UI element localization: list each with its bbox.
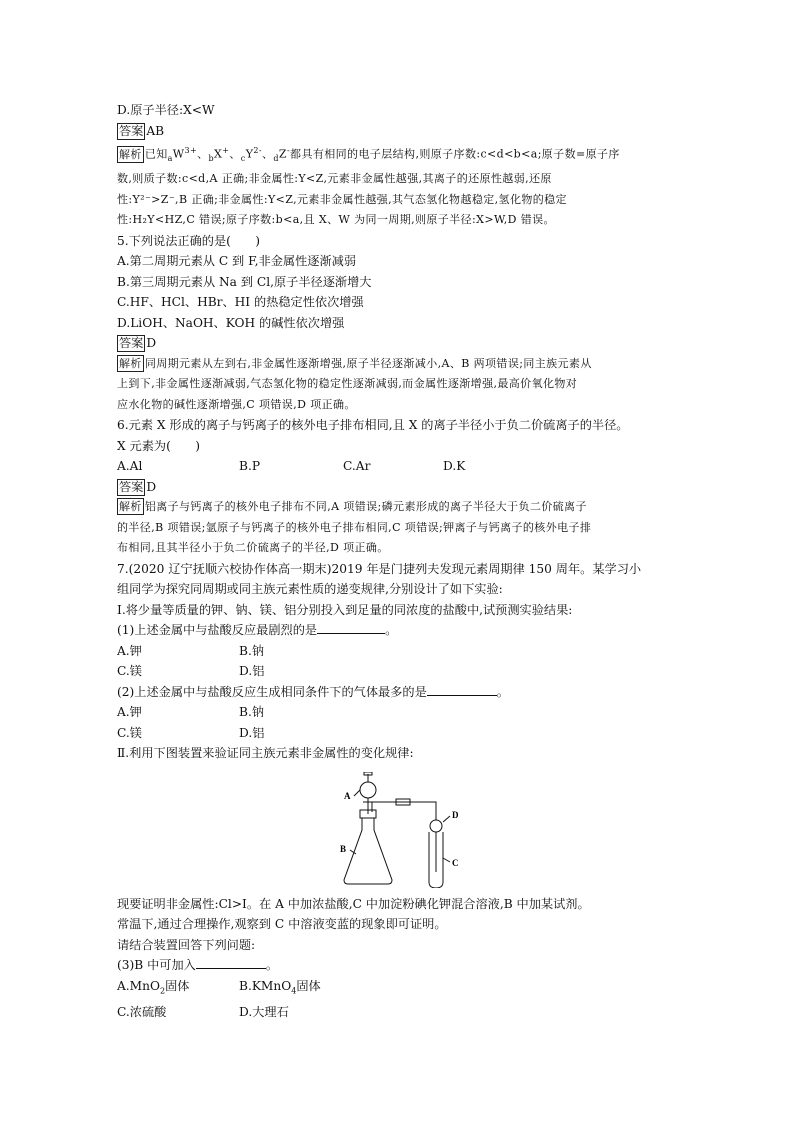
q6-answer-line (117, 477, 687, 498)
q5-explanation-l1: 解析 同周期元素从左到右,非金属性逐渐增强,原子半径逐渐减小,A、B 两项错误;同主族元素从 (119, 356, 592, 370)
q7-sub2: (2)上述金属中与盐酸反应生成相同条件下的气体最多的是 。 (117, 682, 687, 703)
q4-explanation-l1: 解析 已知$_aW^{3+}$、$_b$X+、$_cY^{2-}$、$_d$Z-都具有相同的电子层结构,则原子序数:c<d<b<a;原子数=原子序 (119, 146, 620, 163)
q4-answer-line (117, 121, 687, 142)
q7-s3-option-d: D.大理石 (239, 1004, 289, 1019)
q6-option-c: C.Ar (343, 459, 371, 474)
apparatus-diagram (330, 772, 470, 888)
q5-answer-line (117, 333, 687, 354)
q7-stem-l2: 组同学为探究同周期或同主族元素性质的递变规律,分别设计了如下实验: (117, 582, 503, 597)
explanation-tag: 解析 (119, 147, 142, 161)
q7-s2-option-b: B.钠 (239, 705, 265, 720)
q6-option-a: A.Al (117, 459, 143, 474)
label-line-c (443, 858, 450, 862)
q6-options (117, 456, 687, 477)
funnel-stopper (364, 772, 372, 775)
label-line-a (354, 790, 360, 796)
q7-s2-option-c: C.镁 (117, 725, 142, 740)
q7-s2-option-a: A.钾 (117, 705, 142, 720)
q5-option-a: A.第二周期元素从 C 到 F,非金属性逐渐减弱 (117, 254, 357, 269)
q5-option-b: B.第三周期元素从 Na 到 Cl,原子半径逐渐增大 (117, 274, 372, 289)
separatory-funnel (360, 782, 376, 798)
answer-tag: 答案 (119, 479, 144, 494)
q5-explanation-l2: 上到下,非金属性逐渐减弱,气态氢化物的稳定性逐渐减弱,而金属性逐渐增强,最高价氧化物对 (117, 377, 578, 391)
q6-explanation-l2: 的半径,B 项错误;氩原子与钙离子的核外电子排布相同,C 项错误;钾离子与钙离子的核外电子排 (117, 520, 592, 534)
q7-s3-option-b: B.KMnO$_4$固体 (239, 978, 321, 996)
explanation-tag: 解析 (119, 356, 142, 370)
q6-stem-l2: X 元素为( ) (117, 438, 200, 453)
q6-stem-l1: 6.元素 X 形成的离子与钙离子的核外电子排布相同,且 X 的离子半径小于负二价硫离子的半径。 (117, 418, 629, 433)
label-line-d (443, 816, 450, 822)
q5-option-d: D.LiOH、NaOH、KOH 的碱性依次增强 (117, 315, 345, 330)
q7-sub3: (3)B 中可加入 。 (117, 955, 687, 976)
q4-explanation-l3: 性:Y²⁻>Z⁻,B 正确;非金属性:Y<Z,元素非金属性越强,其气态氢化物越稳定,氢化物的稳定 (117, 192, 567, 206)
q7-sub3-options-2 (117, 1002, 687, 1023)
q7-s2-option-d: D.铝 (239, 725, 265, 740)
q7-s3-option-c: C.浓硫酸 (117, 1004, 167, 1019)
q7-part1: Ⅰ.将少量等质量的钾、钠、镁、铝分别投入到足量的同浓度的盐酸中,试预测实验结果: (117, 602, 573, 617)
q7-sub1: (1)上述金属中与盐酸反应最剧烈的是 。 (117, 620, 687, 641)
q6-option-b: B.P (239, 459, 261, 474)
q6-answer: D (146, 479, 157, 494)
q7-sub2-options-2 (117, 723, 687, 744)
q7-sub1-options-1 (117, 641, 687, 662)
q7-desc-l2: 常温下,通过合理操作,观察到 C 中溶液变蓝的现象即可证明。 (117, 917, 447, 932)
q7-stem-l1: 7.(2020 辽宁抚顺六校协作体高一期末)2019 年是门捷列夫发现元素周期律 150 周年。某学习小 (117, 561, 642, 576)
q6-option-d: D.K (443, 459, 466, 474)
q7-sub1-options-2 (117, 661, 687, 682)
q5-option-c: C.HF、HCl、HBr、HI 的热稳定性依次增强 (117, 295, 364, 310)
q5-stem: 5.下列说法正确的是( ) (117, 233, 261, 248)
answer-tag: 答案 (119, 336, 144, 351)
q6-explanation-l1: 解析 铝离子与钙离子的核外电子排布不同,A 项错误;磷元素形成的离子半径大于负二价硫离子 (119, 500, 587, 514)
answer-blank[interactable] (317, 620, 385, 634)
q7-part2: Ⅱ.利用下图装置来验证同主族元素非金属性的变化规律: (117, 746, 414, 761)
q6-explanation-l3: 布相同,且其半径小于负二价硫离子的半径,D 项正确。 (117, 541, 389, 555)
answer-tag: 答案 (119, 123, 144, 138)
q7-s1-option-d: D.铝 (239, 664, 265, 679)
figure-label-d: D (452, 810, 459, 820)
answer-blank[interactable] (196, 955, 266, 969)
q5-explanation-l3: 应水化物的碱性逐渐增强,C 项错误,D 项正确。 (117, 397, 356, 411)
answer-blank[interactable] (427, 682, 497, 696)
q7-s3-option-a: A.MnO$_2$固体 (117, 978, 190, 996)
explanation-tag: 解析 (119, 500, 142, 514)
figure-label-a: A (344, 791, 351, 801)
q7-s1-option-b: B.钠 (239, 643, 265, 658)
drying-bulb (430, 820, 442, 832)
figure-label-c: C (452, 858, 459, 868)
q7-sub2-options-1 (117, 702, 687, 723)
q4-option-d: D.原子半径:X<W (117, 103, 215, 117)
q4-explanation-l4: 性:H₂Y<HZ,C 错误;原子序数:b<a,且 X、W 为同一周期,则原子半径:X>W,D 错误。 (117, 213, 555, 227)
q7-desc-l3: 请结合装置回答下列问题: (117, 937, 256, 952)
q4-explanation-l2: 数,则质子数:c<d,A 正确;非金属性:Y<Z,元素非金属性越强,其离子的还原性越弱,还原 (117, 172, 552, 186)
figure-label-b: B (340, 844, 347, 854)
q7-s1-option-a: A.钾 (117, 643, 142, 658)
q7-s1-option-c: C.镁 (117, 664, 142, 679)
q7-sub3-options-1 (117, 976, 687, 1002)
q4-answer: AB (146, 123, 165, 138)
q7-desc-l1: 现要证明非金属性:Cl>I。在 A 中加浓盐酸,C 中加淀粉碘化钾混合溶液,B 中加某试剂。 (117, 896, 590, 911)
q5-answer: D (146, 336, 157, 351)
